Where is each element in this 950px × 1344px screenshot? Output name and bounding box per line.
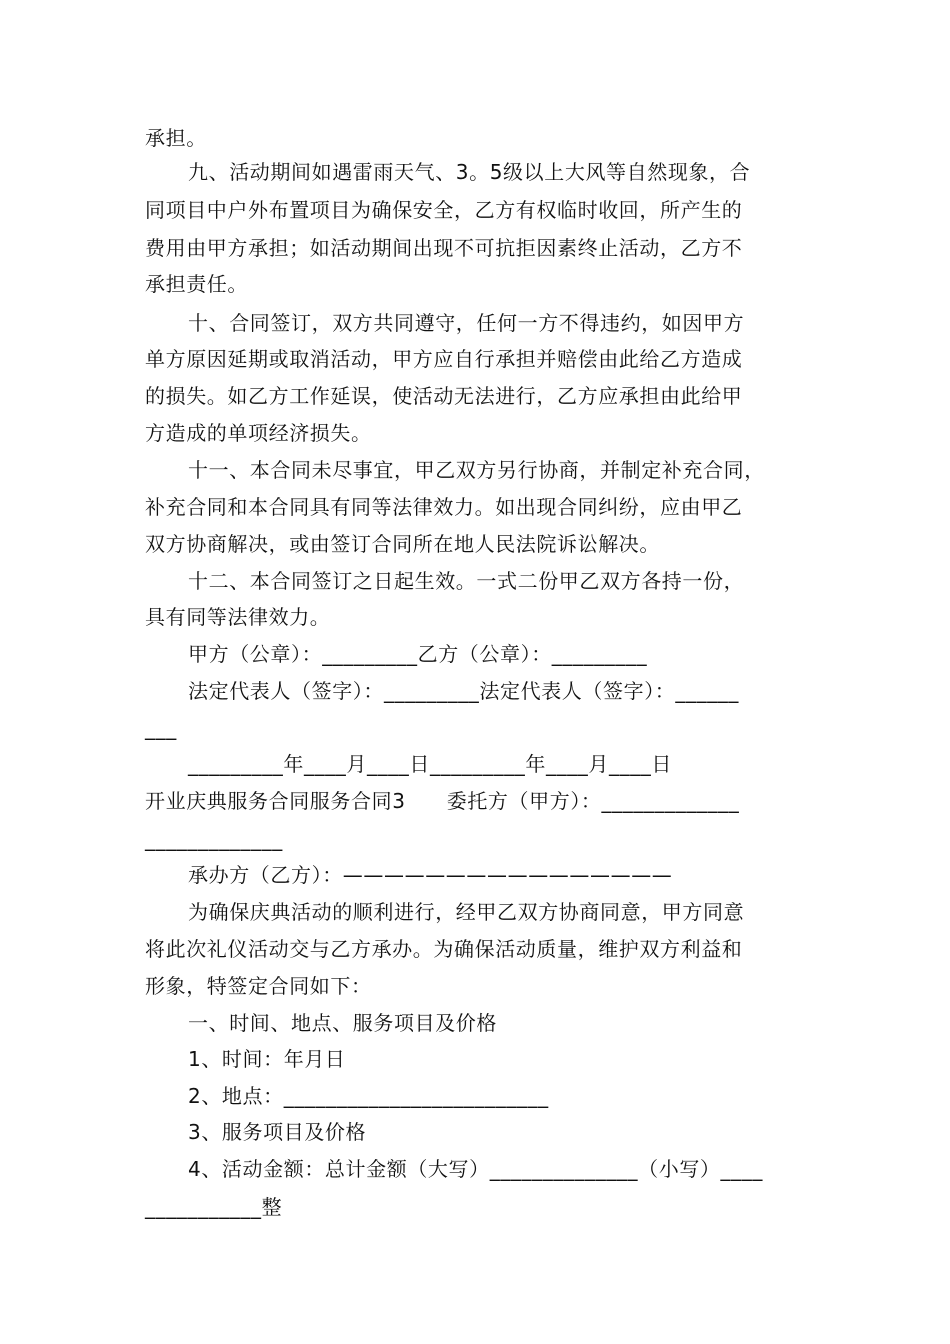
text-line: 形象，特签定合同如下： [145, 974, 372, 998]
text-line: 承担责任。 [145, 272, 248, 296]
text-line: 具有同等法律效力。 [145, 605, 331, 629]
text-line: 承担。 [145, 126, 207, 150]
text-line: 单方原因延期或取消活动，甲方应自行承担并赔偿由此给乙方造成 [145, 347, 743, 371]
contractor-line: 承办方（乙方）：———————————————— [188, 863, 673, 887]
text-line: 双方协商解决，或由签订合同所在地人民法院诉讼解决。 [145, 532, 660, 556]
text-line: 费用由甲方承担；如活动期间出现不可抗拒因素终止活动，乙方不 [145, 236, 743, 260]
text-line: 为确保庆典活动的顺利进行，经甲乙双方协商同意，甲方同意 [188, 900, 745, 924]
date-line: _________年____月____日_________年____月____日 [188, 752, 672, 776]
list-item: 1、时间：年月日 [188, 1047, 346, 1071]
text-line: 同项目中户外布置项目为确保安全，乙方有权临时收回，所产生的 [145, 198, 743, 222]
list-item: 3、服务项目及价格 [188, 1120, 367, 1144]
text-line: 九、活动期间如遇雷雨天气、3。5级以上大风等自然现象，合 [188, 160, 751, 184]
signature-line-seal: 甲方（公章）：_________乙方（公章）：_________ [188, 642, 648, 666]
text-line: _____________ [145, 827, 283, 851]
text-line: 十一、本合同未尽事宜，甲乙双方另行协商，并制定补充合同， [188, 458, 765, 482]
text-line: 方造成的单项经济损失。 [145, 421, 372, 445]
text-line: ___________整 [145, 1195, 283, 1219]
text-line: 的损失。如乙方工作延误，使活动无法进行，乙方应承担由此给甲 [145, 384, 743, 408]
list-item: 2、地点：_________________________ [188, 1084, 549, 1108]
text-line: 将此次礼仪活动交与乙方承办。为确保活动质量，维护双方利益和 [145, 937, 743, 961]
text-line: 十二、本合同签订之日起生效。一式二份甲乙双方各持一份， [188, 569, 745, 593]
section-heading: 一、时间、地点、服务项目及价格 [188, 1011, 497, 1035]
text-line: 补充合同和本合同具有同等法律效力。如出现合同纠纷，应由甲乙 [145, 495, 743, 519]
text-line: ___ [145, 716, 177, 740]
text-line: 十、合同签订，双方共同遵守，任何一方不得违约，如因甲方 [188, 311, 745, 335]
list-item: 4、活动金额：总计金额（大写）______________（小写）____ [188, 1157, 763, 1181]
contract-title-line: 开业庆典服务合同服务合同3 委托方（甲方）：_____________ [145, 789, 740, 813]
signature-line-representative: 法定代表人（签字）：_________法定代表人（签字）：______ [188, 679, 739, 703]
